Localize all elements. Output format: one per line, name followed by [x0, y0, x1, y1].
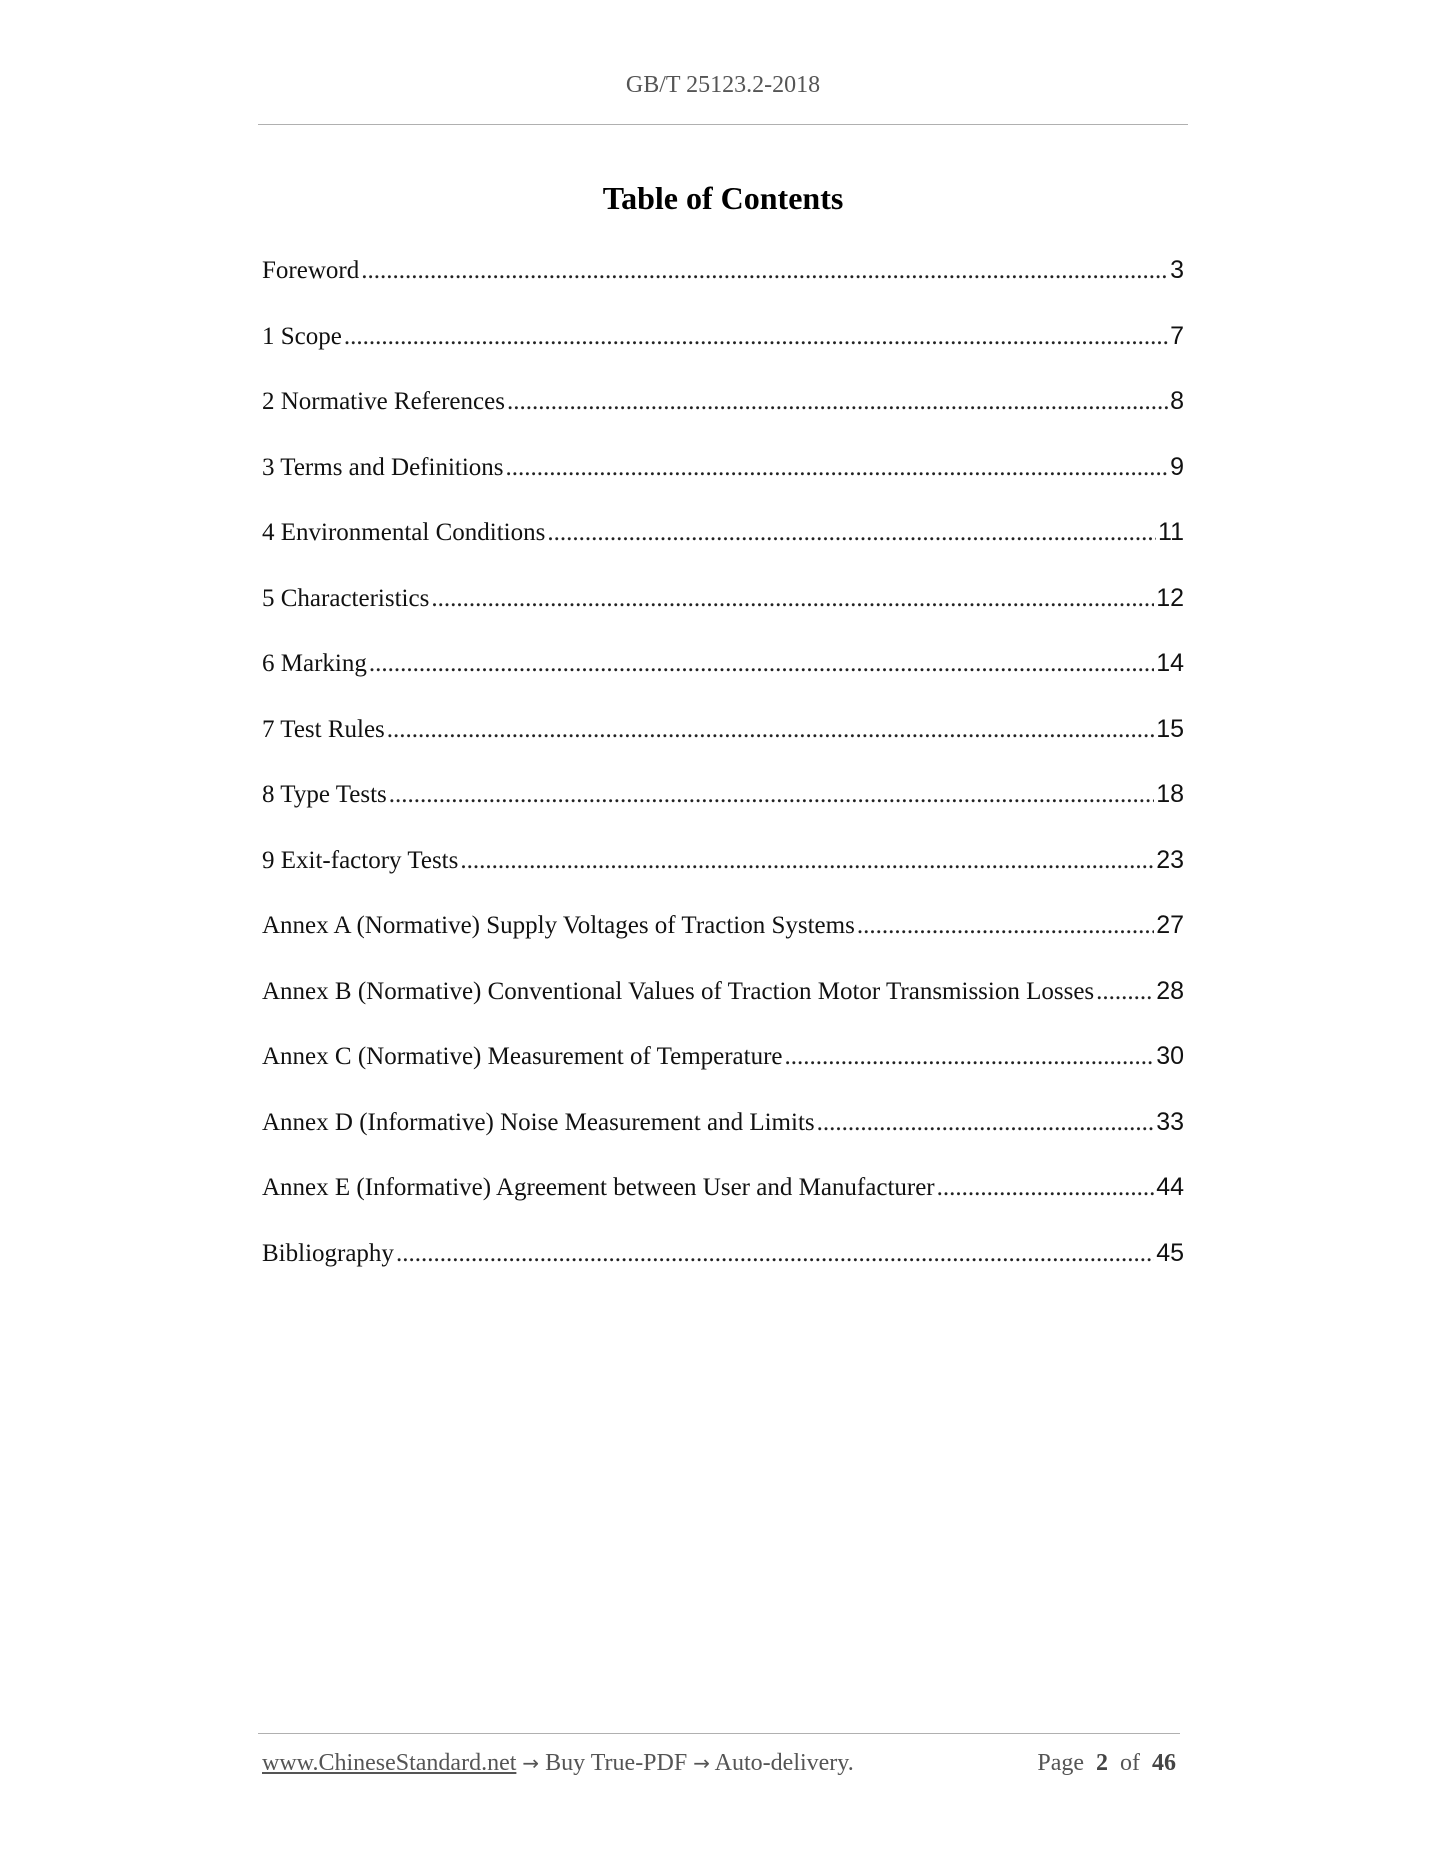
toc-entry-page: 45 — [1156, 1238, 1184, 1267]
toc-entry-characteristics[interactable] — [262, 584, 1184, 650]
toc-entry-label: 9 Exit-factory Tests — [262, 846, 459, 874]
toc-entry-exit-factory-tests[interactable] — [262, 846, 1184, 912]
toc-entry-label: 4 Environmental Conditions — [262, 519, 546, 546]
toc-dot-leader — [396, 1240, 1154, 1268]
toc-entry-scope[interactable] — [262, 322, 1184, 388]
toc-entry-annex-c[interactable] — [262, 1042, 1184, 1108]
header-divider — [258, 124, 1188, 125]
toc-dot-leader — [369, 650, 1154, 678]
toc-entry-page: 33 — [1156, 1107, 1184, 1136]
toc-list — [262, 256, 1184, 1304]
toc-entry-page: 7 — [1170, 321, 1184, 350]
toc-dot-leader — [344, 323, 1168, 351]
toc-entry-bibliography[interactable] — [262, 1239, 1184, 1305]
website-link[interactable]: www.ChineseStandard.net — [262, 1750, 517, 1776]
toc-dot-leader — [460, 847, 1154, 875]
toc-entry-terms-definitions[interactable] — [262, 453, 1184, 519]
buy-true-pdf-text: Buy True-PDF — [545, 1750, 688, 1776]
toc-entry-page: 23 — [1156, 845, 1184, 874]
toc-title: Table of Contents — [602, 180, 844, 216]
auto-delivery-text: Auto-delivery. — [714, 1750, 854, 1776]
toc-entry-label: Foreword — [262, 257, 360, 284]
toc-entry-label: 3 Terms and Definitions — [262, 453, 504, 481]
page-number — [1037, 1750, 1176, 1777]
toc-dot-leader — [817, 1109, 1155, 1137]
toc-entry-environmental-conditions[interactable] — [262, 518, 1184, 584]
toc-entry-label: Annex A (Normative) Supply Voltages of Traction Systems — [262, 912, 855, 939]
toc-dot-leader — [937, 1174, 1155, 1202]
toc-dot-leader — [387, 716, 1154, 744]
toc-entry-label: Annex E (Informative) Agreement between User and Manufacturer — [262, 1174, 935, 1201]
toc-dot-leader — [361, 257, 1168, 285]
toc-dot-leader — [389, 781, 1154, 809]
toc-entry-page: 8 — [1170, 387, 1184, 415]
toc-dot-leader — [431, 585, 1154, 613]
toc-entry-label: 6 Marking — [262, 650, 367, 677]
current-page-number: 2 — [1096, 1750, 1108, 1776]
toc-entry-page: 30 — [1156, 1042, 1184, 1070]
arrow-right-icon: → — [693, 1751, 710, 1775]
toc-dot-leader — [547, 519, 1156, 547]
toc-entry-foreword[interactable] — [262, 256, 1184, 322]
toc-entry-page: 28 — [1156, 976, 1184, 1005]
running-header: GB/T 25123.2-2018 — [625, 72, 821, 98]
toc-dot-leader — [857, 912, 1154, 940]
toc-entry-label: Annex B (Normative) Conventional Values of Traction Motor Transmission Losses — [262, 977, 1095, 1005]
toc-entry-label: 2 Normative References — [262, 388, 505, 415]
toc-entry-page: 14 — [1156, 649, 1184, 677]
footer-divider — [258, 1733, 1180, 1734]
toc-entry-type-tests[interactable] — [262, 780, 1184, 846]
toc-entry-label: Annex D (Informative) Noise Measurement and Limits — [262, 1108, 815, 1136]
toc-entry-annex-b[interactable] — [262, 977, 1184, 1043]
toc-entry-page: 18 — [1156, 780, 1184, 808]
toc-entry-page: 44 — [1156, 1173, 1184, 1201]
toc-entry-label: Annex C (Normative) Measurement of Temperature — [262, 1043, 783, 1070]
toc-entry-annex-e[interactable] — [262, 1173, 1184, 1239]
page-word: Page — [1037, 1750, 1084, 1776]
toc-entry-page: 9 — [1170, 452, 1184, 481]
arrow-right-icon: → — [522, 1751, 540, 1775]
toc-entry-annex-a[interactable] — [262, 911, 1184, 977]
toc-dot-leader — [1096, 978, 1154, 1006]
toc-entry-page: 27 — [1156, 911, 1184, 939]
toc-dot-leader — [785, 1043, 1155, 1071]
toc-entry-page: 15 — [1156, 714, 1184, 743]
toc-dot-leader — [506, 454, 1169, 482]
toc-entry-label: 5 Characteristics — [262, 584, 430, 612]
toc-dot-leader — [507, 388, 1168, 416]
footer-promo — [262, 1750, 854, 1777]
toc-entry-normative-references[interactable] — [262, 387, 1184, 453]
toc-entry-annex-d[interactable] — [262, 1108, 1184, 1174]
toc-entry-test-rules[interactable] — [262, 715, 1184, 781]
toc-entry-marking[interactable] — [262, 649, 1184, 715]
toc-entry-label: 1 Scope — [262, 322, 342, 350]
toc-entry-label: 7 Test Rules — [262, 715, 385, 743]
total-page-count: 46 — [1152, 1750, 1176, 1776]
toc-entry-page: 11 — [1158, 518, 1184, 546]
of-word: of — [1120, 1750, 1140, 1776]
toc-entry-label: 8 Type Tests — [262, 781, 387, 808]
toc-entry-label: Bibliography — [262, 1239, 394, 1267]
toc-entry-page: 3 — [1170, 256, 1184, 284]
toc-entry-page: 12 — [1156, 583, 1184, 612]
